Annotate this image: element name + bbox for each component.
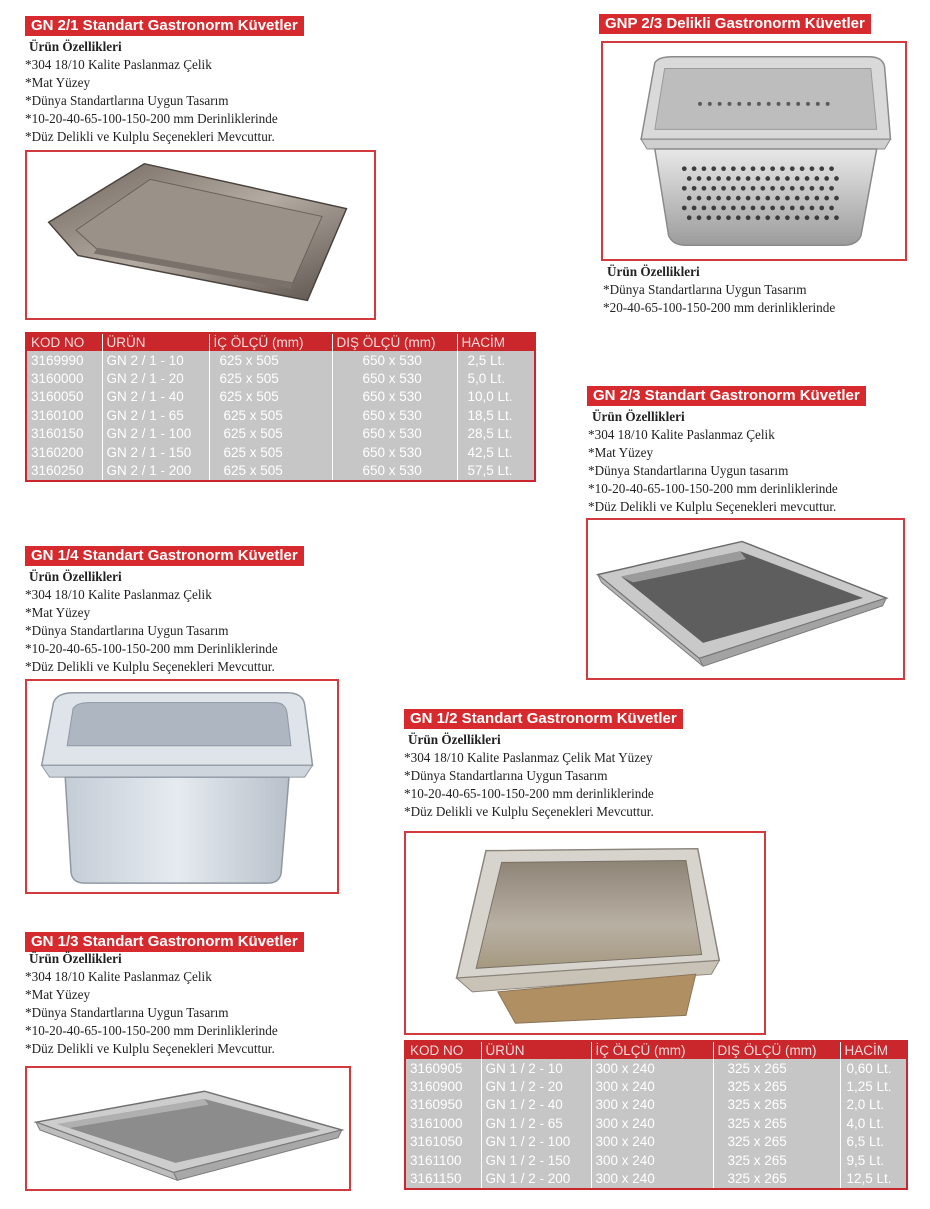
perforation-hole — [805, 176, 810, 181]
perforation-hole — [741, 166, 746, 171]
perforation-hole — [746, 215, 751, 220]
perforation-hole — [682, 206, 687, 211]
perforation-hole — [816, 102, 820, 106]
cell-inner: 625 x 505 — [209, 425, 332, 443]
gn13-product-photo — [25, 1066, 351, 1191]
table-row — [405, 1096, 907, 1114]
perforation-hole — [760, 166, 765, 171]
perforation-hole — [800, 206, 805, 211]
gnp23-feature: *20-40-65-100-150-200 mm derinliklerinde — [603, 300, 836, 315]
perforation-hole — [721, 186, 726, 191]
gn14-deep-pan-illustration — [27, 681, 337, 892]
cell-outer: 325 x 265 — [713, 1114, 840, 1132]
perforation-hole — [810, 186, 815, 191]
table-row — [405, 1133, 907, 1151]
gn23-feature: *304 18/10 Kalite Paslanmaz Çelik — [588, 427, 775, 442]
cell-volume: 2,0 Lt. — [846, 1097, 885, 1113]
perforation-hole — [687, 215, 692, 220]
table-row — [405, 1059, 907, 1077]
cell-outer: 650 x 530 — [332, 461, 457, 480]
gn21-feature: *Düz Delikli ve Kulplu Seçenekleri Mevcuttur. — [25, 129, 275, 144]
gn14-features — [25, 568, 278, 676]
perforation-hole — [770, 166, 775, 171]
perforation-hole — [819, 166, 824, 171]
cell-product: GN 1 / 2 - 10 — [481, 1059, 591, 1077]
perforation-hole — [682, 166, 687, 171]
cell-product: GN 1 / 2 - 100 — [481, 1133, 591, 1151]
perforation-hole — [805, 196, 810, 201]
perforation-hole — [765, 196, 770, 201]
gnp23-perforated-pan-illustration — [603, 43, 905, 259]
gn21-tray-illustration — [27, 152, 374, 318]
cell-outer: 650 x 530 — [332, 388, 457, 406]
perforation-hole — [746, 196, 751, 201]
cell-product: GN 2 / 1 - 100 — [102, 425, 209, 443]
perforation-hole — [770, 206, 775, 211]
cell-product: GN 2 / 1 - 40 — [102, 388, 209, 406]
cell-code: 3160000 — [26, 369, 102, 387]
gn12-title: GN 1/2 Standart Gastronorm Küvetler — [404, 709, 683, 729]
gn12-spec-table — [404, 1040, 908, 1190]
perforation-hole — [711, 186, 716, 191]
perforation-hole — [826, 102, 830, 106]
col-header-code: KOD NO — [26, 333, 102, 351]
table-row — [405, 1114, 907, 1132]
cell-inner: 625 x 505 — [209, 406, 332, 424]
perforation-hole — [829, 186, 834, 191]
cell-inner: 625 x 505 — [209, 351, 332, 369]
gn12-feature: *304 18/10 Kalite Paslanmaz Çelik Mat Yüzey — [404, 750, 653, 765]
table-row — [26, 406, 535, 424]
perforation-hole — [824, 176, 829, 181]
perforation-hole — [747, 102, 751, 106]
gn13-feature: *304 18/10 Kalite Paslanmaz Çelik — [25, 969, 212, 984]
perforation-hole — [767, 102, 771, 106]
cell-code: 3161150 — [405, 1169, 481, 1188]
cell-code: 3160100 — [26, 406, 102, 424]
table-row — [405, 1169, 907, 1188]
cell-inner: 300 x 240 — [591, 1059, 713, 1077]
cell-product: GN 2 / 1 - 150 — [102, 443, 209, 461]
perforation-hole — [790, 166, 795, 171]
perforation-hole — [824, 215, 829, 220]
cell-volume: 18,5 Lt. — [467, 407, 513, 423]
perforation-hole — [800, 166, 805, 171]
col-header-product: ÜRÜN — [481, 1041, 591, 1059]
perforation-hole — [731, 186, 736, 191]
perforation-hole — [814, 196, 819, 201]
perforation-hole — [757, 102, 761, 106]
gnp23-title: GNP 2/3 Delikli Gastronorm Küvetler — [599, 14, 871, 34]
col-header-inner: İÇ ÖLÇÜ (mm) — [591, 1041, 713, 1059]
perforation-hole — [760, 206, 765, 211]
perforation-hole — [736, 176, 741, 181]
perforation-hole — [682, 186, 687, 191]
perforation-hole — [737, 102, 741, 106]
perforation-hole — [785, 176, 790, 181]
perforation-hole — [819, 186, 824, 191]
perforation-hole — [800, 186, 805, 191]
table-row — [26, 369, 535, 387]
perforation-hole — [775, 196, 780, 201]
cell-volume: 28,5 Lt. — [467, 426, 513, 442]
gn23-product-photo — [586, 518, 905, 680]
gn14-title: GN 1/4 Standart Gastronorm Küvetler — [25, 546, 304, 566]
gn12-product-photo — [404, 831, 766, 1035]
cell-code: 3160900 — [405, 1077, 481, 1095]
cell-inner: 300 x 240 — [591, 1151, 713, 1169]
perforation-hole — [736, 215, 741, 220]
cell-inner: 300 x 240 — [591, 1114, 713, 1132]
gn13-feature: *10-20-40-65-100-150-200 mm Derinliklerinde — [25, 1023, 278, 1038]
perforation-hole — [829, 166, 834, 171]
perforation-hole — [698, 102, 702, 106]
gn14-feature: *Dünya Standartlarına Uygun Tasarım — [25, 623, 229, 638]
gn21-product-photo — [25, 150, 376, 320]
perforation-hole — [810, 166, 815, 171]
perforation-hole — [741, 186, 746, 191]
cell-product: GN 1 / 2 - 65 — [481, 1114, 591, 1132]
gn14-features-title: Ürün Özellikleri — [29, 569, 122, 584]
gnp23-features-title: Ürün Özellikleri — [607, 264, 700, 279]
perforation-hole — [814, 176, 819, 181]
gn13-feature: *Düz Delikli ve Kulplu Seçenekleri Mevcuttur. — [25, 1041, 275, 1056]
gn23-title: GN 2/3 Standart Gastronorm Küvetler — [587, 386, 866, 406]
cell-product: GN 1 / 2 - 40 — [481, 1096, 591, 1114]
cell-inner: 625 x 505 — [209, 443, 332, 461]
cell-volume: 0,60 Lt. — [846, 1060, 892, 1076]
cell-outer: 650 x 530 — [332, 406, 457, 424]
perforation-hole — [814, 215, 819, 220]
perforation-hole — [751, 206, 756, 211]
perforation-hole — [716, 215, 721, 220]
perforation-hole — [777, 102, 781, 106]
perforation-hole — [721, 206, 726, 211]
perforation-hole — [692, 166, 697, 171]
cell-volume: 4,0 Lt. — [846, 1115, 885, 1131]
col-header-product: ÜRÜN — [102, 333, 209, 351]
gn12-features-title: Ürün Özellikleri — [408, 732, 501, 747]
gn23-features — [588, 408, 838, 516]
cell-outer: 650 x 530 — [332, 425, 457, 443]
cell-product: GN 2 / 1 - 20 — [102, 369, 209, 387]
gn14-feature: *Düz Delikli ve Kulplu Seçenekleri Mevcuttur. — [25, 659, 275, 674]
perforation-hole — [786, 102, 790, 106]
table-row — [26, 461, 535, 480]
perforation-hole — [775, 215, 780, 220]
gnp23-product-photo — [601, 41, 907, 261]
cell-volume: 42,5 Lt. — [467, 444, 513, 460]
col-header-code: KOD NO — [405, 1041, 481, 1059]
cell-code: 3160050 — [26, 388, 102, 406]
col-header-outer: DIŞ ÖLÇÜ (mm) — [713, 1041, 840, 1059]
perforation-hole — [795, 215, 800, 220]
perforation-hole — [692, 186, 697, 191]
cell-outer: 325 x 265 — [713, 1096, 840, 1114]
cell-code: 3161100 — [405, 1151, 481, 1169]
cell-volume: 6,5 Lt. — [846, 1134, 885, 1150]
perforation-hole — [692, 206, 697, 211]
perforation-hole — [702, 206, 707, 211]
perforation-hole — [751, 166, 756, 171]
gn14-feature: *304 18/10 Kalite Paslanmaz Çelik — [25, 587, 212, 602]
gn21-features-title: Ürün Özellikleri — [29, 39, 122, 54]
perforation-hole — [687, 196, 692, 201]
cell-product: GN 1 / 2 - 150 — [481, 1151, 591, 1169]
cell-volume: 9,5 Lt. — [846, 1152, 885, 1168]
perforation-hole — [810, 206, 815, 211]
cell-volume: 1,25 Lt. — [846, 1079, 892, 1095]
perforation-hole — [796, 102, 800, 106]
perforation-hole — [760, 186, 765, 191]
perforation-hole — [751, 186, 756, 191]
perforation-hole — [706, 215, 711, 220]
cell-inner: 625 x 505 — [209, 388, 332, 406]
col-header-outer: DIŞ ÖLÇÜ (mm) — [332, 333, 457, 351]
gn12-feature: *Dünya Standartlarına Uygun Tasarım — [404, 768, 608, 783]
cell-code: 3160200 — [26, 443, 102, 461]
perforation-hole — [726, 196, 731, 201]
gn13-features-title: Ürün Özellikleri — [29, 951, 122, 966]
perforation-hole — [721, 166, 726, 171]
table-row — [405, 1077, 907, 1095]
gn23-feature: *Düz Delikli ve Kulplu Seçenekleri mevcuttur. — [588, 499, 837, 514]
gn13-tray-illustration — [27, 1068, 349, 1189]
cell-outer: 650 x 530 — [332, 351, 457, 369]
table-header-row — [26, 333, 535, 351]
cell-code: 3169990 — [26, 351, 102, 369]
cell-product: GN 2 / 1 - 200 — [102, 461, 209, 480]
perforation-hole — [765, 176, 770, 181]
perforation-hole — [785, 215, 790, 220]
perforation-hole — [697, 196, 702, 201]
perforation-hole — [687, 176, 692, 181]
gn12-features — [404, 731, 654, 821]
table-row — [26, 388, 535, 406]
perforation-hole — [697, 176, 702, 181]
perforation-hole — [770, 186, 775, 191]
gn21-feature: *Mat Yüzey — [25, 75, 91, 90]
gn13-features — [25, 950, 278, 1058]
perforation-hole — [727, 102, 731, 106]
perforation-hole — [824, 196, 829, 201]
perforation-hole — [756, 176, 761, 181]
table-header-row — [405, 1041, 907, 1059]
gn23-features-title: Ürün Özellikleri — [592, 409, 685, 424]
gn23-feature: *10-20-40-65-100-150-200 mm derinliklerinde — [588, 481, 838, 496]
perforation-hole — [736, 196, 741, 201]
cell-code: 3161050 — [405, 1133, 481, 1151]
perforation-hole — [756, 196, 761, 201]
cell-outer: 325 x 265 — [713, 1077, 840, 1095]
cell-code: 3160250 — [26, 461, 102, 480]
perforation-hole — [711, 206, 716, 211]
cell-product: GN 2 / 1 - 65 — [102, 406, 209, 424]
perforation-hole — [702, 166, 707, 171]
table-row — [26, 443, 535, 461]
cell-code: 3161000 — [405, 1114, 481, 1132]
gn21-feature: *304 18/10 Kalite Paslanmaz Çelik — [25, 57, 212, 72]
gn13-feature: *Mat Yüzey — [25, 987, 91, 1002]
perforation-hole — [834, 176, 839, 181]
perforation-hole — [805, 215, 810, 220]
perforation-hole — [718, 102, 722, 106]
perforation-hole — [716, 176, 721, 181]
cell-inner: 625 x 505 — [209, 369, 332, 387]
cell-inner: 300 x 240 — [591, 1133, 713, 1151]
perforation-hole — [702, 186, 707, 191]
cell-product: GN 1 / 2 - 200 — [481, 1169, 591, 1188]
perforation-hole — [711, 166, 716, 171]
gn21-title: GN 2/1 Standart Gastronorm Küvetler — [25, 16, 304, 36]
perforation-hole — [741, 206, 746, 211]
perforation-hole — [819, 206, 824, 211]
gn23-feature: *Mat Yüzey — [588, 445, 654, 460]
table-row — [26, 351, 535, 369]
perforation-hole — [790, 186, 795, 191]
gn21-feature: *10-20-40-65-100-150-200 mm Derinliklerinde — [25, 111, 278, 126]
gn21-features — [25, 38, 278, 146]
cell-inner: 300 x 240 — [591, 1077, 713, 1095]
perforation-hole — [780, 166, 785, 171]
cell-outer: 325 x 265 — [713, 1169, 840, 1188]
perforation-hole — [785, 196, 790, 201]
cell-volume: 2,5 Lt. — [467, 352, 506, 368]
cell-code: 3160150 — [26, 425, 102, 443]
col-header-volume: HACİM — [457, 333, 535, 351]
perforation-hole — [775, 176, 780, 181]
perforation-hole — [731, 206, 736, 211]
gn14-product-photo — [25, 679, 339, 894]
cell-product: GN 1 / 2 - 20 — [481, 1077, 591, 1095]
cell-volume: 10,0 Lt. — [467, 389, 513, 405]
perforation-hole — [829, 206, 834, 211]
gn14-feature: *Mat Yüzey — [25, 605, 91, 620]
perforation-hole — [731, 166, 736, 171]
perforation-hole — [746, 176, 751, 181]
perforation-hole — [834, 215, 839, 220]
perforation-hole — [726, 176, 731, 181]
perforation-hole — [756, 215, 761, 220]
perforation-hole — [780, 186, 785, 191]
col-header-inner: İÇ ÖLÇÜ (mm) — [209, 333, 332, 351]
cell-volume: 57,5 Lt. — [467, 463, 513, 479]
cell-outer: 325 x 265 — [713, 1133, 840, 1151]
gn12-pan-illustration — [406, 833, 764, 1033]
perforation-hole — [795, 196, 800, 201]
gnp23-features — [603, 263, 835, 317]
gnp23-feature: *Dünya Standartlarına Uygun Tasarım — [603, 282, 807, 297]
perforation-hole — [795, 176, 800, 181]
cell-outer: 325 x 265 — [713, 1151, 840, 1169]
col-header-volume: HACİM — [840, 1041, 907, 1059]
gn12-feature: *Düz Delikli ve Kulplu Seçenekleri Mevcuttur. — [404, 804, 654, 819]
perforation-hole — [697, 215, 702, 220]
gn13-feature: *Dünya Standartlarına Uygun Tasarım — [25, 1005, 229, 1020]
gn12-feature: *10-20-40-65-100-150-200 mm derinliklerinde — [404, 786, 654, 801]
perforation-hole — [726, 215, 731, 220]
cell-product: GN 2 / 1 - 10 — [102, 351, 209, 369]
cell-outer: 325 x 265 — [713, 1059, 840, 1077]
gn13-title: GN 1/3 Standart Gastronorm Küvetler — [25, 932, 304, 952]
perforation-hole — [706, 176, 711, 181]
cell-volume: 12,5 Lt. — [846, 1171, 892, 1187]
perforation-hole — [790, 206, 795, 211]
cell-outer: 650 x 530 — [332, 443, 457, 461]
perforation-hole — [765, 215, 770, 220]
cell-inner: 625 x 505 — [209, 461, 332, 480]
cell-volume: 5,0 Lt. — [467, 371, 506, 387]
cell-code: 3160905 — [405, 1059, 481, 1077]
gn23-feature: *Dünya Standartlarına Uygun tasarım — [588, 463, 789, 478]
gn14-feature: *10-20-40-65-100-150-200 mm Derinliklerinde — [25, 641, 278, 656]
perforation-hole — [780, 206, 785, 211]
cell-inner: 300 x 240 — [591, 1096, 713, 1114]
perforation-hole — [834, 196, 839, 201]
table-row — [26, 425, 535, 443]
gn21-spec-table — [25, 332, 536, 482]
gn23-shallow-tray-illustration — [588, 520, 903, 678]
cell-outer: 650 x 530 — [332, 369, 457, 387]
cell-code: 3160950 — [405, 1096, 481, 1114]
perforation-hole — [806, 102, 810, 106]
perforation-hole — [716, 196, 721, 201]
perforation-hole — [706, 196, 711, 201]
table-row — [405, 1151, 907, 1169]
gn21-feature: *Dünya Standartlarına Uygun Tasarım — [25, 93, 229, 108]
perforation-hole — [708, 102, 712, 106]
cell-inner: 300 x 240 — [591, 1169, 713, 1188]
